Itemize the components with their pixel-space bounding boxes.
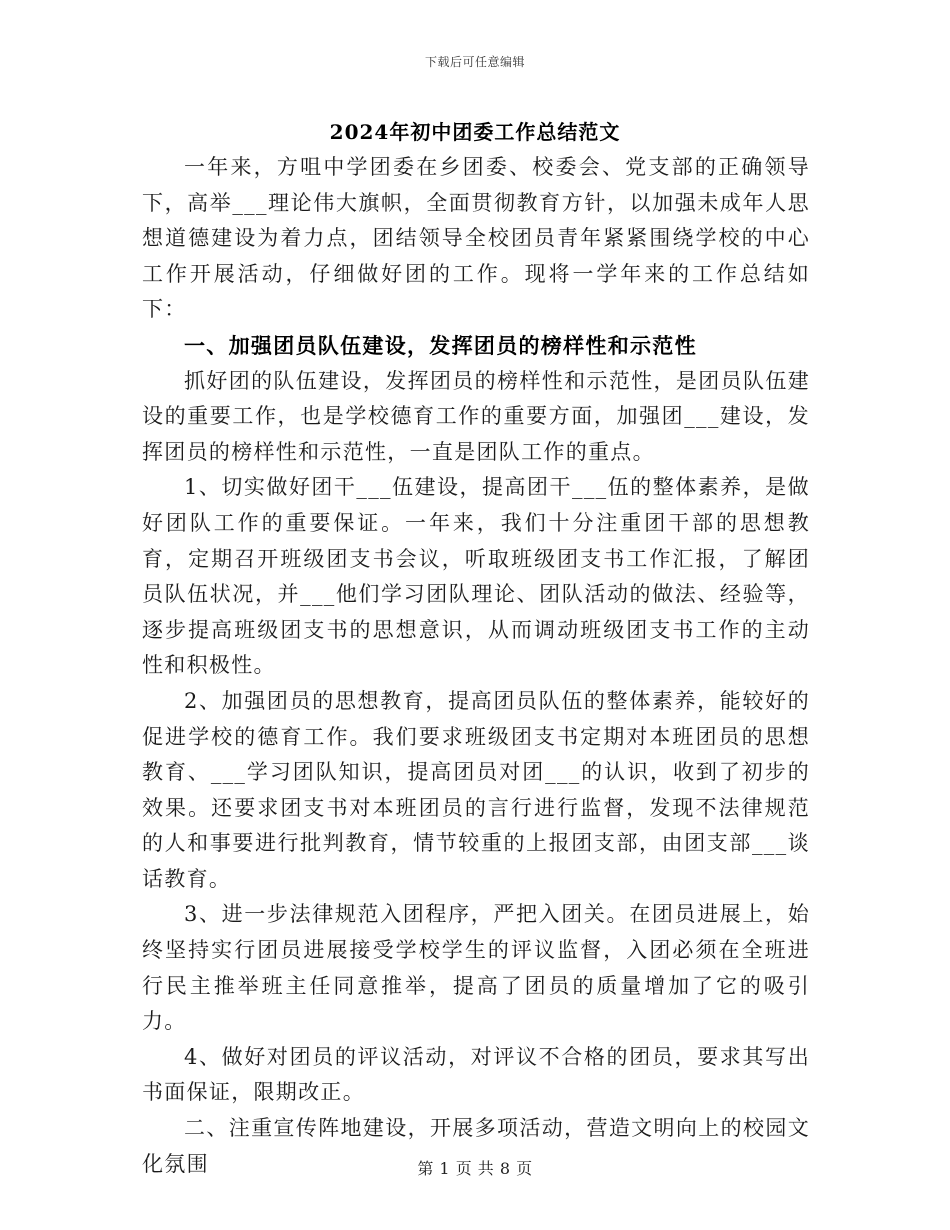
item-3-paragraph: 3、进一步法律规范入团程序，严把入团关。在团员进展上，始终坚持实行团员进展接受学校学生的评议监督，入团必须在全班进行民主推举班主任同意推举，提高了团员的质量增加了它的吸引力。 [142, 902, 810, 1034]
section-1-paragraph: 抓好团的队伍建设，发挥团员的榜样性和示范性，是团员队伍建设的重要工作，也是学校德育工作的重要方面，加强团___建设，发挥团员的榜样性和示范性，一直是团队工作的重点。 [142, 368, 810, 464]
section-heading-2: 二、注重宣传阵地建设，开展多项活动，营造文明向上的校园文化氛围 [142, 1116, 810, 1176]
item-2-paragraph: 2、加强团员的思想教育，提高团员队伍的整体素养，能较好的促进学校的德育工作。我们要求班级团支书定期对本班团员的思想教育、___学习团队知识，提高团员对团___的认识，收到了初步的效果。还要求团支书对本班团员的言行进行监督，发现不法律规范的人和事要进行批判教育，情节较重的上报团支部，由团支部___谈话教育。 [142, 688, 810, 891]
section-heading-1: 一、加强团员队伍建设，发挥团员的榜样性和示范性 [184, 332, 697, 358]
page-number: 第 1 页 共 8 页 [417, 1159, 533, 1178]
page-header-note: 下载后可任意编辑 [424, 55, 525, 69]
document-title: 2024年初中团委工作总结范文 [329, 120, 621, 144]
item-1-paragraph: 1、切实做好团干___伍建设，提高团干___伍的整体素养，是做好团队工作的重要保证。一年来，我们十分注重团干部的思想教育，定期召开班级团支书会议，听取班级团支书工作汇报，了解团员队伍状况，并___他们学习团队理论、团队活动的做法、经验等，逐步提高班级团支书的思想意识，从而调动班级团支书工作的主动性和积极性。 [142, 475, 810, 678]
document-body [142, 150, 810, 1182]
item-4-paragraph: 4、做好对团员的评议活动，对评议不合格的团员，要求其写出书面保证，限期改正。 [142, 1044, 810, 1105]
intro-paragraph: 一年来，方咀中学团委在乡团委、校委会、党支部的正确领导下，高举___理论伟大旗帜，全面贯彻教育方针，以加强未成年人思想道德建设为着力点，团结领导全校团员青年紧紧围绕学校的中心工作开展活动，仔细做好团的工作。现将一学年来的工作总结如下： [142, 155, 810, 322]
